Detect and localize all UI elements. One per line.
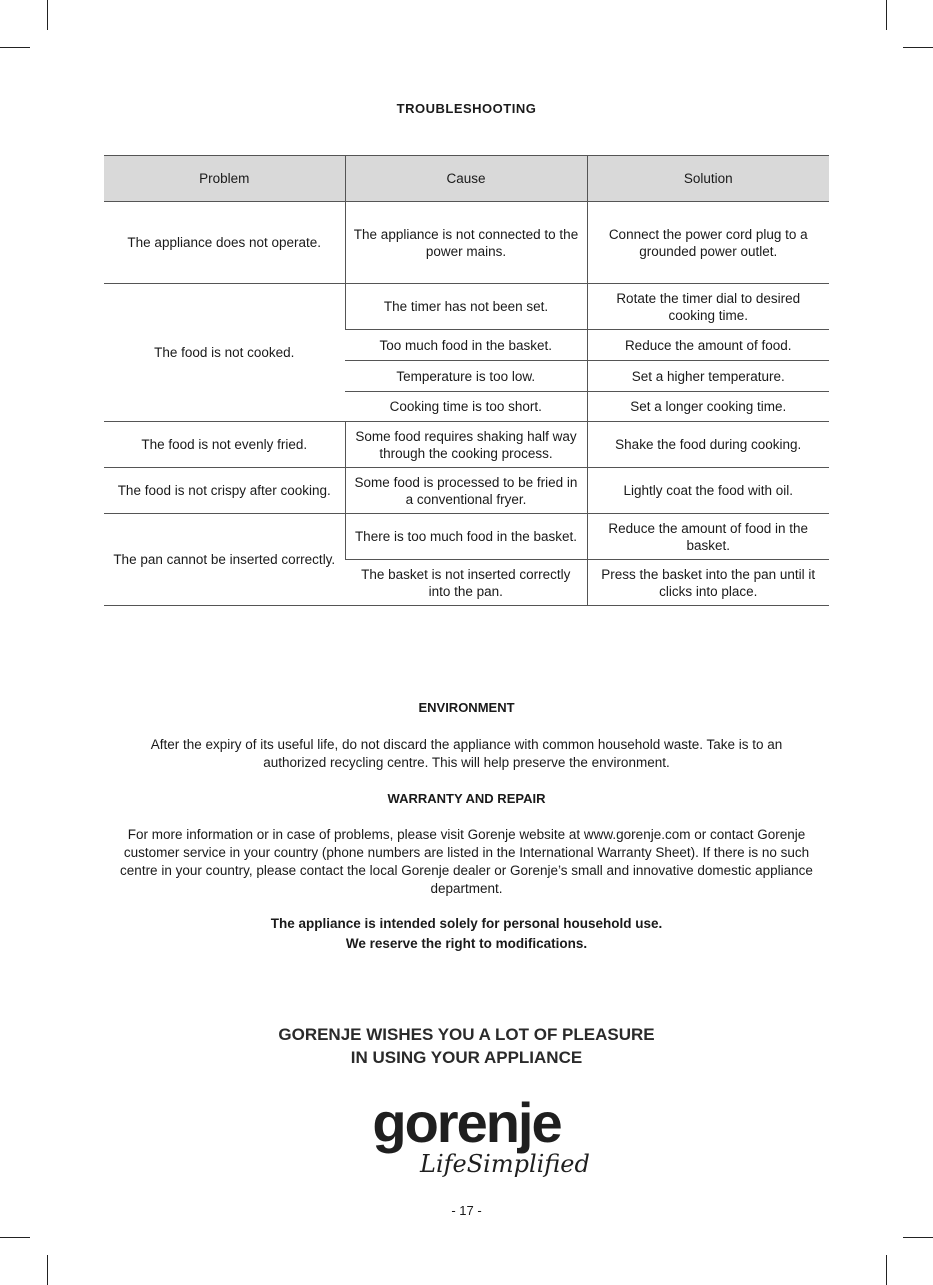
table-row (104, 422, 829, 468)
logo-tagline: LifeSimplified (420, 1150, 590, 1178)
environment-text: After the expiry of its useful life, do not discard the appliance with common household waste. Take is to an authorized recycling centre. This will help preserve the environment. (150, 737, 783, 770)
cause-cell: The appliance is not connected to the power mains. (345, 202, 587, 284)
solution-cell: Lightly coat the food with oil. (587, 468, 829, 514)
cause-cell: Too much food in the basket. (345, 330, 587, 361)
gorenje-logo: gorenje (372, 1091, 561, 1154)
header-solution: Solution (587, 156, 829, 202)
problem-cell: The food is not cooked. (104, 284, 345, 422)
solution-cell: Rotate the timer dial to desired cooking time. (587, 284, 829, 330)
crop-mark (0, 47, 30, 48)
page-title: TROUBLESHOOTING (396, 101, 537, 116)
solution-cell: Set a longer cooking time. (587, 392, 829, 422)
solution-cell: Reduce the amount of food. (587, 330, 829, 361)
solution-cell: Set a higher temperature. (587, 361, 829, 392)
slogan-line-2: IN USING YOUR APPLIANCE (350, 1048, 583, 1067)
crop-mark (886, 1255, 887, 1285)
page-number: - 17 - (451, 1203, 482, 1218)
notice-line-2: We reserve the right to modifications. (345, 936, 588, 951)
warranty-text: For more information or in case of problems, please visit Gorenje website at www.gorenje.com or contact Gorenje customer service in your country (phone numbers are listed in the International Warranty Sheet). If there is no such centre in your country, please contact the local Gorenje dealer or Gorenje’s small and innovative domestic appliance department. (120, 827, 813, 896)
solution-cell: Shake the food during cooking. (587, 422, 829, 468)
table-header-row (104, 156, 829, 202)
problem-cell: The appliance does not operate. (104, 202, 345, 284)
problem-cell: The pan cannot be inserted correctly. (104, 514, 345, 606)
solution-cell: Connect the power cord plug to a grounded power outlet. (587, 202, 829, 284)
problem-cell: The food is not crispy after cooking. (104, 468, 345, 514)
table-row (104, 202, 829, 284)
crop-mark (903, 1237, 933, 1238)
cause-cell: Some food requires shaking half way through the cooking process. (345, 422, 587, 468)
crop-mark (903, 47, 933, 48)
warranty-heading: WARRANTY AND REPAIR (387, 791, 546, 806)
solution-cell: Press the basket into the pan until it clicks into place. (587, 560, 829, 606)
environment-heading: ENVIRONMENT (418, 700, 515, 715)
header-cause: Cause (345, 156, 587, 202)
notice-line-1: The appliance is intended solely for personal household use. (270, 916, 663, 931)
cause-cell: There is too much food in the basket. (345, 514, 587, 560)
crop-mark (0, 1237, 30, 1238)
header-problem: Problem (104, 156, 345, 202)
troubleshooting-table (104, 155, 829, 606)
table-row (104, 468, 829, 514)
solution-cell: Reduce the amount of food in the basket. (587, 514, 829, 560)
crop-mark (47, 0, 48, 30)
crop-mark (47, 1255, 48, 1285)
cause-cell: Cooking time is too short. (345, 392, 587, 422)
table-row (104, 514, 829, 560)
cause-cell: Temperature is too low. (345, 361, 587, 392)
table-row (104, 284, 829, 330)
problem-cell: The food is not evenly fried. (104, 422, 345, 468)
cause-cell: Some food is processed to be fried in a conventional fryer. (345, 468, 587, 514)
cause-cell: The timer has not been set. (345, 284, 587, 330)
slogan-line-1: GORENJE WISHES YOU A LOT OF PLEASURE (278, 1025, 655, 1044)
crop-mark (886, 0, 887, 30)
cause-cell: The basket is not inserted correctly into the pan. (345, 560, 587, 606)
